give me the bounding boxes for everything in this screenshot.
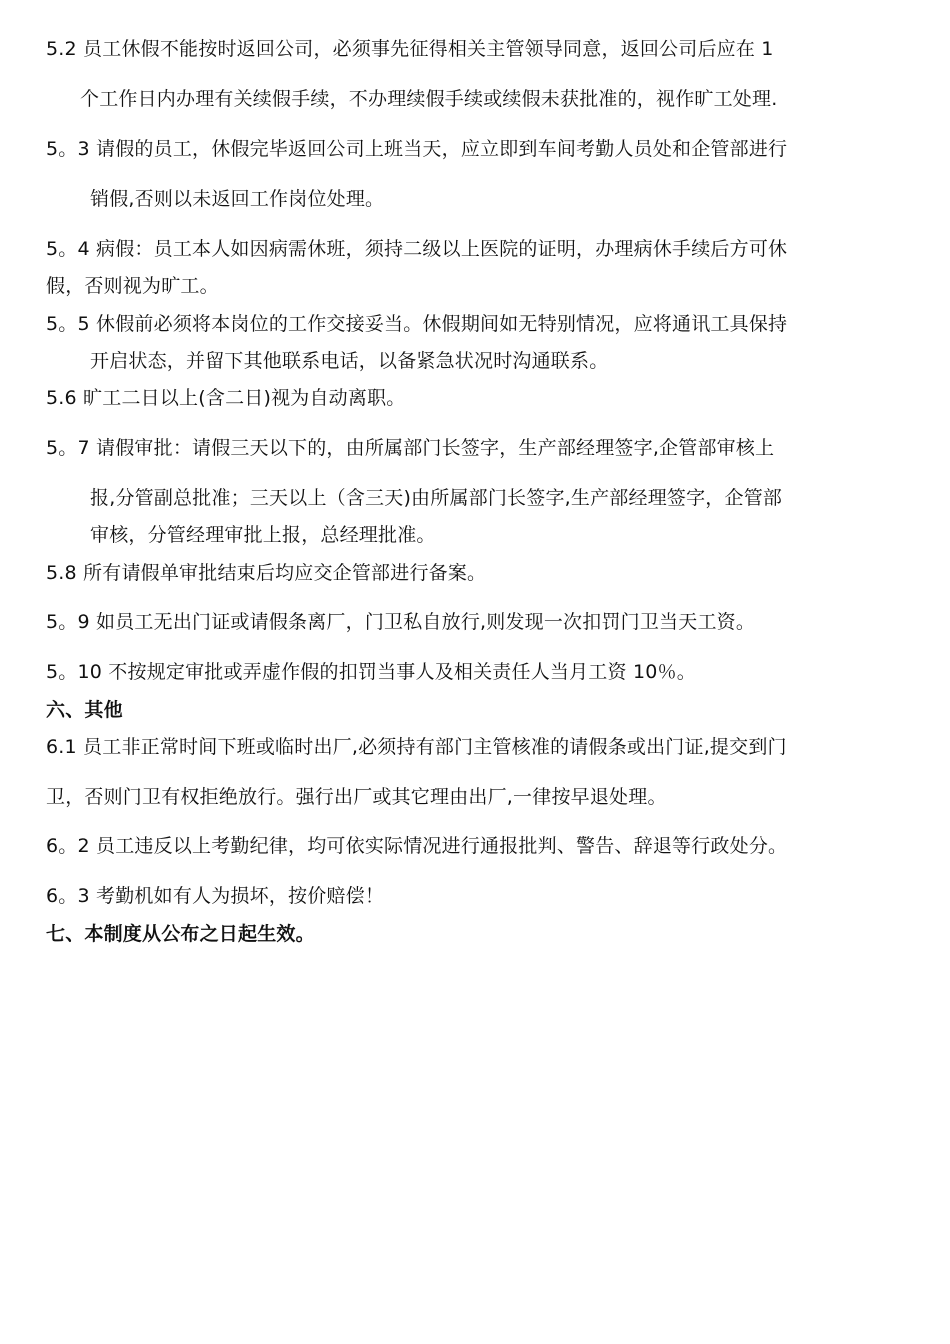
clause-6-2: 6。2 员工违反以上考勤纪律，均可依实际情况进行通报批判、警告、辞退等行政处分。: [46, 835, 788, 857]
clause-5-2-line-1: 5.2 员工休假不能按时返回公司，必须事先征得相关主管领导同意，返回公司后应在 1: [46, 38, 774, 60]
clause-5-4-line-2: 假，否则视为旷工。: [46, 275, 219, 297]
section-7-heading: 七、本制度从公布之日起生效。: [46, 923, 315, 945]
clause-5-6: 5.6 旷工二日以上(含二日)视为自动离职。: [46, 387, 406, 409]
clause-5-5-line-1: 5。5 休假前必须将本岗位的工作交接妥当。休假期间如无特别情况，应将通讯工具保持: [46, 313, 788, 335]
clause-5-10: 5。10 不按规定审批或弄虚作假的扣罚当事人及相关责任人当月工资 10％。: [46, 661, 696, 683]
clause-5-3-line-1: 5。3 请假的员工，休假完毕返回公司上班当天，应立即到车间考勤人员处和企管部进行: [46, 138, 788, 160]
clause-5-7-line-3: 审核，分管经理审批上报，总经理批准。: [90, 524, 436, 546]
section-6-heading: 六、其他: [46, 699, 123, 721]
clause-5-8: 5.8 所有请假单审批结束后均应交企管部进行备案。: [46, 562, 487, 584]
clause-5-4-line-1: 5。4 病假：员工本人如因病需休班，须持二级以上医院的证明，办理病休手续后方可休: [46, 238, 788, 260]
clause-6-1-line-1: 6.1 员工非正常时间下班或临时出厂,必须持有部门主管核准的请假条或出门证,提交到门: [46, 736, 787, 758]
clause-6-1-line-2: 卫，否则门卫有权拒绝放行。强行出厂或其它理由出厂,一律按早退处理。: [46, 786, 667, 808]
clause-5-2-line-2: 个工作日内办理有关续假手续，不办理续假手续或续假未获批准的，视作旷工处理.: [80, 88, 778, 110]
clause-5-7-line-1: 5。7 请假审批：请假三天以下的，由所属部门长签字，生产部经理签字,企管部审核上: [46, 437, 775, 459]
clause-5-5-line-2: 开启状态，并留下其他联系电话，以备紧急状况时沟通联系。: [90, 350, 609, 372]
clause-5-9: 5。9 如员工无出门证或请假条离厂，门卫私自放行,则发现一次扣罚门卫当天工资。: [46, 611, 756, 633]
clause-5-3-line-2: 销假,否则以未返回工作岗位处理。: [90, 188, 385, 210]
clause-5-7-line-2: 报,分管副总批准；三天以上（含三天)由所属部门长签字,生产部经理签字，企管部: [90, 487, 783, 509]
clause-6-3: 6。3 考勤机如有人为损坏，按价赔偿！: [46, 885, 385, 907]
